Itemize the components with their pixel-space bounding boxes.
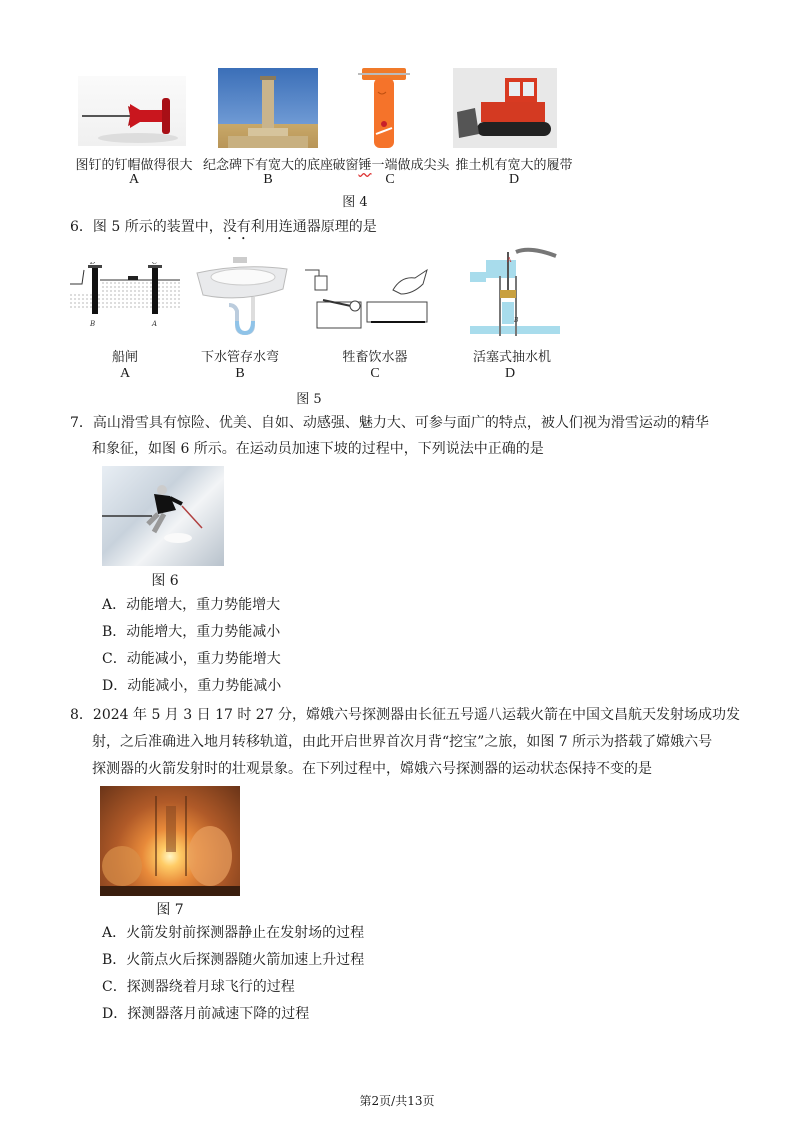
figure-4-caption-a: 图钉的钉帽做得很大	[75, 158, 193, 173]
q7-option-b[interactable]: B．动能增大，重力势能减小	[102, 624, 281, 640]
figure-4-label: 图 4	[342, 195, 368, 210]
figure-4-letter-a: A	[128, 172, 140, 187]
figure-4-caption-b: 纪念碑下有宽大的底座	[202, 158, 333, 173]
figure-4-caption-c	[332, 154, 450, 173]
svg-text:C: C	[152, 262, 158, 266]
q7-option-a[interactable]: A．动能增大，重力势能增大	[102, 597, 281, 613]
rocket-launch-photo	[100, 786, 240, 896]
svg-text:D: D	[90, 262, 96, 266]
question-number: 7．	[70, 415, 93, 431]
safety-hammer-image	[358, 66, 410, 150]
thumbtack-image	[78, 76, 186, 146]
bulldozer-image	[453, 68, 557, 148]
svg-text:A: A	[152, 320, 158, 328]
question-8-line-2: 射，之后准确进入地月转移轨道，由此开启世界首次月背“挖宝”之旅，如图 7 所示为搭载了嫦娥六号	[92, 734, 713, 750]
figure-5-letter-a: A	[119, 366, 131, 381]
question-text-post: 利用连通器原理的是	[250, 219, 377, 235]
figure-6-label: 图 6	[151, 573, 179, 589]
svg-text:B: B	[514, 317, 519, 324]
figure-5-caption-c: 牲畜饮水器	[342, 350, 408, 365]
caption-c-post: 一端做成尖头	[371, 158, 450, 173]
question-number: 8．	[70, 707, 93, 723]
question-number: 6．	[70, 219, 93, 235]
question-text-pre: 图 5 所示的装置中，	[92, 219, 223, 235]
question-text: 2024 年 5 月 3 日 17 时 27 分，嫦娥六号探测器由长征五号遥八运载火箭在中国文昌航天发射场成功发	[92, 707, 741, 723]
q7-option-d[interactable]: D．动能减小，重力势能减小	[102, 678, 282, 694]
q8-option-a[interactable]: A．火箭发射前探测器静止在发射场的过程	[102, 925, 365, 941]
figure-4-letter-b: B	[263, 172, 273, 187]
figure-4-letter-d: D	[508, 172, 520, 187]
q8-option-c[interactable]: C．探测器绕着月球飞行的过程	[102, 979, 295, 995]
q7-option-c[interactable]: C．动能减小，重力势能增大	[102, 651, 281, 667]
question-emphasis: 没有	[222, 219, 251, 235]
figure-5-caption-a: 船闸	[111, 350, 138, 365]
question-7-line-1	[70, 414, 709, 432]
figure-5-label: 图 5	[296, 392, 322, 407]
question-text: 高山滑雪具有惊险、优美、自如、动感强、魅力大、可参与面广的特点，被人们视为滑雪运动的精华	[92, 415, 709, 431]
figure-5-letter-c: C	[370, 366, 380, 381]
svg-text:B: B	[90, 320, 96, 328]
figure-5-letter-b: B	[235, 366, 245, 381]
q8-option-b[interactable]: B．火箭点火后探测器随火箭加速上升过程	[102, 952, 365, 968]
caption-c-pre: 破窗	[332, 158, 359, 173]
figure-4-letter-c: C	[385, 172, 395, 187]
figure-4-caption-d: 推土机有宽大的履带	[455, 158, 573, 173]
figure-7-label: 图 7	[156, 902, 184, 918]
question-6-stem	[70, 218, 377, 243]
figure-5-caption-d: 活塞式抽水机	[472, 350, 551, 365]
skier-photo	[102, 466, 224, 566]
caption-c-spellcheck-word: 锤	[358, 158, 372, 173]
q8-option-d[interactable]: D．探测器落月前减速下降的过程	[102, 1006, 310, 1022]
piston-pump-diagram	[470, 246, 560, 342]
sink-trap-diagram	[195, 255, 290, 335]
question-8-line-3: 探测器的火箭发射时的壮观景象。在下列过程中，嫦娥六号探测器的运动状态保持不变的是	[92, 761, 652, 777]
monument-image	[218, 68, 318, 148]
ship-lock-diagram	[70, 262, 180, 332]
livestock-waterer-diagram	[305, 262, 435, 332]
figure-5-letter-d: D	[504, 366, 516, 381]
figure-5-caption-b: 下水管存水弯	[200, 350, 279, 365]
question-7-line-2: 和象征，如图 6 所示。在运动员加速下坡的过程中，下列说法中正确的是	[92, 441, 544, 457]
question-8-line-1	[70, 706, 740, 724]
page-indicator: 第2页/共13页	[359, 1094, 435, 1108]
svg-text:A: A	[507, 257, 512, 264]
